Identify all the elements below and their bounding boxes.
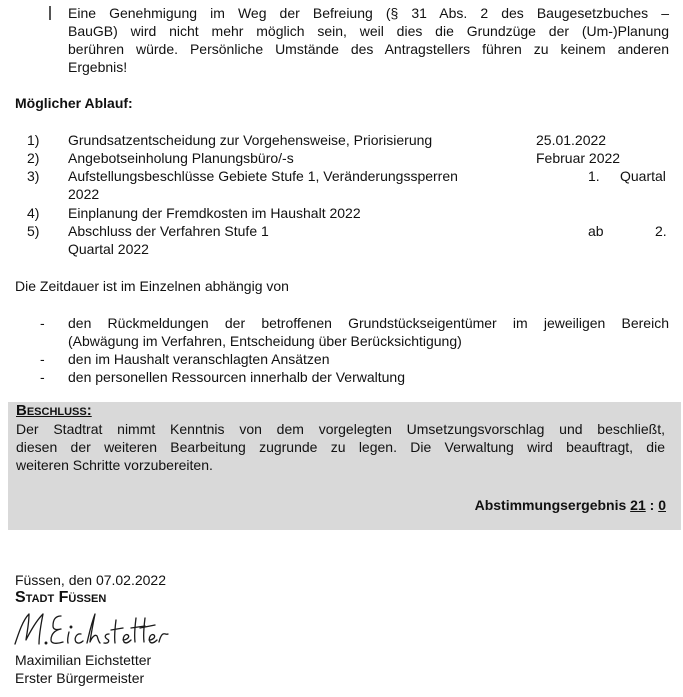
signer-name: Maximilian Eichstetter bbox=[15, 652, 152, 668]
result-label: Abstimmungsergebnis bbox=[474, 497, 627, 513]
bullet-dash: - bbox=[40, 369, 45, 385]
list-item-date-part: Quartal bbox=[620, 168, 666, 184]
list-item-continuation: Quartal 2022 bbox=[68, 241, 149, 257]
list-item-text: Abschluss der Verfahren Stufe 1 bbox=[68, 223, 269, 239]
organization-name: Stadt Füssen bbox=[15, 589, 107, 606]
revision-bar bbox=[49, 6, 51, 20]
list-item-continuation: (Abwägung im Verfahren, Entscheidung über Berücksichtigung) bbox=[68, 333, 462, 349]
list-item-text: den im Haushalt veranschlagten Ansätzen bbox=[68, 351, 330, 367]
list-item-number: 2) bbox=[27, 150, 40, 166]
list-item-number: 4) bbox=[27, 205, 40, 221]
signer-role: Erster Bürgermeister bbox=[15, 670, 145, 686]
list-item-text: Grundsatzentscheidung zur Vorgehensweise, Priorisierung bbox=[68, 132, 433, 148]
abstimmungsergebnis bbox=[475, 497, 666, 513]
list-item-date: 25.01.2022 bbox=[536, 132, 607, 148]
result-yes: 21 bbox=[630, 497, 646, 513]
list-item-date-part: 2. bbox=[655, 223, 667, 239]
ablauf-heading: Möglicher Ablauf: bbox=[15, 95, 133, 111]
intro-line-1: Eine Genehmigung im Weg der Befreiung (§ 31 Abs. 2 des Baugesetzbuches – bbox=[68, 5, 669, 21]
list-item-continuation: 2022 bbox=[68, 186, 100, 202]
beschluss-title: Beschluss: bbox=[16, 402, 92, 419]
list-item-number: 5) bbox=[27, 223, 40, 239]
list-item-text: den personellen Ressourcen innerhalb der Verwaltung bbox=[68, 369, 405, 385]
beschluss-line-1: Der Stadtrat nimmt Kenntnis von dem vorgelegten Umsetzungsvorschlag und beschließt, bbox=[16, 421, 665, 437]
zeitdauer-intro: Die Zeitdauer ist im Einzelnen abhängig von bbox=[15, 278, 289, 294]
intro-line-2: BauGB) wird nicht mehr möglich sein, weil dies die Grundzüge der (Um-)Planung bbox=[68, 23, 669, 39]
result-separator: : bbox=[649, 497, 655, 513]
list-item-date-part: 1. bbox=[588, 168, 600, 184]
intro-line-3: berühren würde. Persönliche Umstände des Antragstellers führen zu keinem anderen bbox=[68, 41, 669, 57]
list-item-number: 3) bbox=[27, 168, 40, 184]
place-date: Füssen, den 07.02.2022 bbox=[15, 572, 167, 588]
bullet-dash: - bbox=[40, 315, 45, 331]
signature-image bbox=[13, 610, 173, 650]
beschluss-line-2: diesen der weiteren Bearbeitung zugrunde zu legen. Die Verwaltung wird beauftragt, die bbox=[16, 439, 665, 455]
list-item-text: Aufstellungsbeschlüsse Gebiete Stufe 1, Veränderungssperren bbox=[68, 168, 458, 184]
list-item-text: den Rückmeldungen der betroffenen Grundstückseigentümer im jeweiligen Bereich bbox=[68, 315, 669, 331]
bullet-dash: - bbox=[40, 351, 45, 367]
result-no: 0 bbox=[658, 497, 666, 513]
beschluss-line-3: weiteren Schritte vorzubereiten. bbox=[16, 457, 213, 473]
list-item-text: Einplanung der Fremdkosten im Haushalt 2022 bbox=[68, 205, 361, 221]
list-item-date: Februar 2022 bbox=[536, 150, 621, 166]
list-item-number: 1) bbox=[27, 132, 40, 148]
list-item-date-part: ab bbox=[588, 223, 604, 239]
list-item-text: Angebotseinholung Planungsbüro/-s bbox=[68, 150, 294, 166]
intro-line-4: Ergebnis! bbox=[68, 59, 128, 75]
